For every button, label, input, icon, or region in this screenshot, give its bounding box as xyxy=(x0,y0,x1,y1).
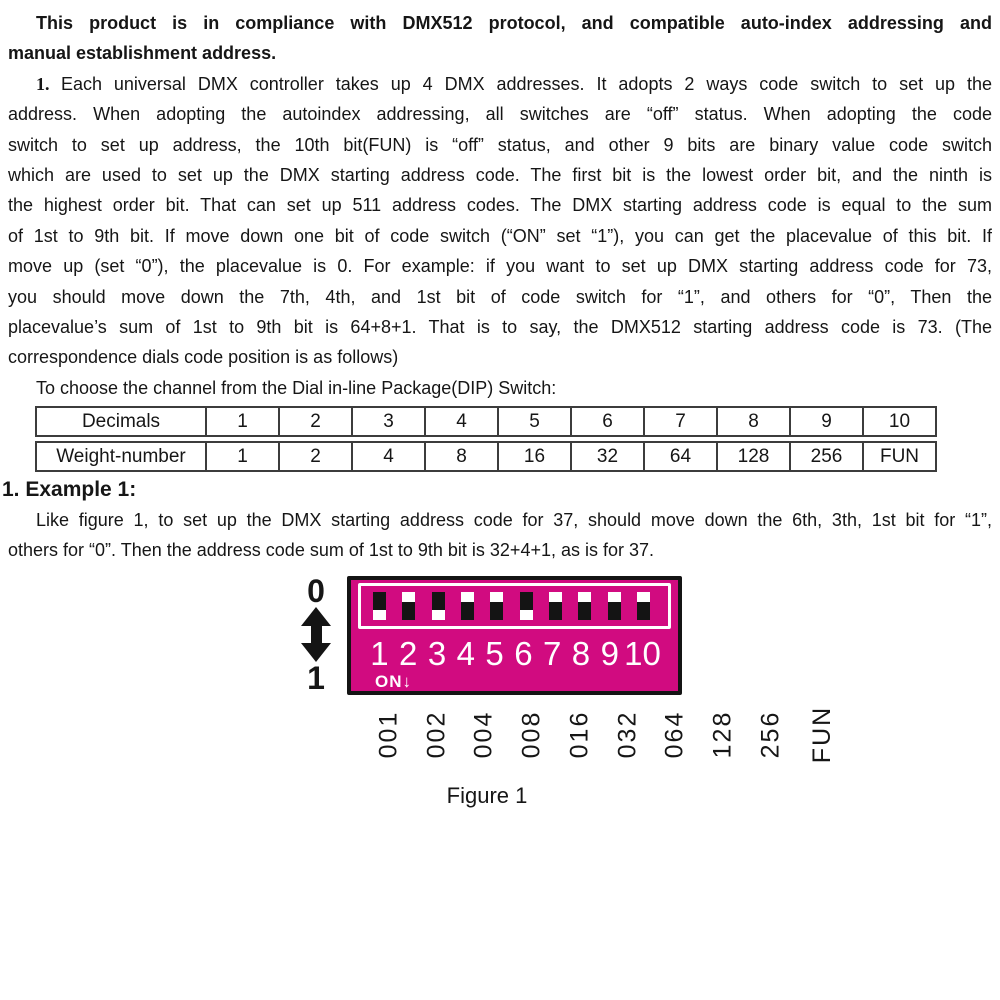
weight-label-cell xyxy=(651,699,699,771)
switch-number-label: 4 xyxy=(456,634,475,672)
switch-slot xyxy=(520,592,533,610)
serif-number-prefix: 1. xyxy=(36,73,61,94)
text-line: you should move down the 7th, 4th, and 1st bit of code switch for “1”, and others for “0”, Then the xyxy=(8,286,992,307)
switch-slot xyxy=(461,602,474,620)
dip-switch-8-up xyxy=(578,592,591,620)
dip-switch-10-up xyxy=(637,592,650,620)
value-cell: 128 xyxy=(716,443,789,470)
switch-number-label: 5 xyxy=(485,634,504,672)
value-cell: 4 xyxy=(424,408,497,435)
dip-switch-3-down xyxy=(432,592,445,620)
switch-knob xyxy=(490,592,503,602)
text-line: placevalue’s sum of 1st to 9th bit is 64+8+1. That is to say, the DMX512 starting address code is 73. (The xyxy=(8,316,992,337)
value-cell: 256 xyxy=(789,443,862,470)
weight-label-cell xyxy=(604,699,652,771)
weight-label-cell xyxy=(508,699,556,771)
weight-label-text: 002 xyxy=(422,711,451,759)
switch-knob xyxy=(578,592,591,602)
dip-switch-2-up xyxy=(402,592,415,620)
arrow-up-head xyxy=(301,607,331,626)
text-line: which are used to set up the DMX starting address code. The first bit is the lowest order bit, and the ninth is xyxy=(8,164,992,185)
value-cell: 1 xyxy=(205,443,278,470)
weight-label-cell xyxy=(413,699,461,771)
figure-caption: Figure 1 xyxy=(446,782,528,808)
value-cell: 2 xyxy=(278,443,351,470)
dip-intro-line xyxy=(8,373,992,403)
switch-number-label: 2 xyxy=(399,634,418,672)
position-zero-label: 0 xyxy=(307,572,325,609)
example-paragraph xyxy=(8,505,992,566)
dip-switch-7-up xyxy=(549,592,562,620)
switch-slot xyxy=(637,602,650,620)
example-heading: 1. Example 1: xyxy=(2,478,137,502)
text-line: This product is in compliance with DMX512 protocol, and compatible auto-index addressing and xyxy=(36,13,992,33)
switch-number-label: 10 xyxy=(624,634,661,672)
weight-label-text: 032 xyxy=(612,711,641,759)
weight-label-text: 001 xyxy=(374,711,403,759)
value-cell: 2 xyxy=(278,408,351,435)
switch-number-label: 6 xyxy=(514,634,533,672)
up-down-arrow-icon xyxy=(301,607,331,662)
switch-number-label: 1 xyxy=(370,634,389,672)
figure-main xyxy=(292,572,837,771)
on-direction-label: ON↓ xyxy=(375,671,412,691)
weight-label-cell xyxy=(747,699,795,771)
dip-switch-9-up xyxy=(608,592,621,620)
switch-slot xyxy=(578,602,591,620)
dip-switch-4-up xyxy=(461,592,474,620)
position-one-label: 1 xyxy=(307,659,325,696)
dip-switch-5-up xyxy=(490,592,503,620)
value-cell: 8 xyxy=(716,408,789,435)
table-row xyxy=(35,406,937,437)
position-legend xyxy=(292,572,340,696)
text-line: manual establishment address. xyxy=(8,43,277,64)
value-cell: 5 xyxy=(497,408,570,435)
switch-slot xyxy=(402,602,415,620)
value-cell: 10 xyxy=(862,408,935,435)
dip-switch-numbers-row xyxy=(365,634,678,672)
text-line: 1. Each universal DMX controller takes up 4 DMX addresses. It adopts 2 ways code switch to set up the xyxy=(36,73,992,94)
switch-knob xyxy=(461,592,474,602)
text-line: To choose the channel from the Dial in-line Package(DIP) Switch: xyxy=(36,377,557,398)
switch-number-label: 3 xyxy=(427,634,447,672)
switch-slot xyxy=(608,602,621,620)
value-cell: FUN xyxy=(862,443,935,470)
dip-switch-slot-frame xyxy=(358,583,671,629)
switch-slot xyxy=(432,592,445,610)
switch-knob xyxy=(637,592,650,602)
weight-label-text: 064 xyxy=(660,711,689,759)
arrow-shaft xyxy=(311,626,322,643)
switch-knob xyxy=(402,592,415,602)
body-paragraph xyxy=(8,69,992,373)
value-cell: 64 xyxy=(643,443,716,470)
weight-label-cell xyxy=(556,699,604,771)
text-line: others for “0”. Then the address code sum of 1st to 9th bit is 32+4+1, as is for 37. xyxy=(8,540,655,561)
weight-label-text: 016 xyxy=(565,711,594,759)
switch-slot xyxy=(490,602,503,620)
switch-knob xyxy=(608,592,621,602)
switch-number-label: 7 xyxy=(543,634,562,672)
weight-label-text: 008 xyxy=(517,711,546,759)
dip-switch-block xyxy=(347,576,837,771)
row-header-cell: Weight-number xyxy=(56,446,186,468)
weight-labels-row xyxy=(365,699,837,771)
value-cell: 8 xyxy=(424,443,497,470)
weight-label-text: 256 xyxy=(756,711,785,759)
value-cell: 9 xyxy=(789,408,862,435)
weight-table xyxy=(35,406,937,472)
weight-label-cell xyxy=(460,699,508,771)
dip-switch-figure xyxy=(292,572,837,809)
weight-label-text: 128 xyxy=(708,711,737,759)
text-line: of 1st to 9th bit. If move down one bit of code switch (“ON” set “1”), you can get the placevalue of this bit. If xyxy=(8,225,992,246)
switch-number-label: 8 xyxy=(571,634,591,672)
value-cell: 16 xyxy=(497,443,570,470)
arrow-down-head xyxy=(301,643,331,662)
switch-knob xyxy=(373,610,386,620)
dip-switch-body xyxy=(347,576,682,695)
switch-slot xyxy=(549,602,562,620)
weight-label-cell xyxy=(365,699,413,771)
row-header-cell: Decimals xyxy=(81,411,161,433)
text-line: switch to set up address, the 10th bit(FUN) is “off” status, and other 9 bits are binary value code switch xyxy=(8,134,992,155)
value-cell: 3 xyxy=(351,408,424,435)
text-line: the highest order bit. That can set up 511 address codes. The DMX starting address code is equal to the sum xyxy=(8,195,992,216)
switch-slot xyxy=(373,592,386,610)
weight-label-cell xyxy=(699,699,747,771)
table-row xyxy=(35,441,937,472)
text-line: move up (set “0”), the placevalue is 0. For example: if you want to set up DMX starting address code for 73, xyxy=(8,256,992,277)
weight-label-text: 004 xyxy=(469,711,498,759)
dip-switch-6-down xyxy=(520,592,533,620)
weight-label-cell xyxy=(794,699,851,771)
text-line: correspondence dials code position is as follows) xyxy=(8,347,399,368)
weight-label-text: FUN xyxy=(808,706,837,764)
value-cell: 7 xyxy=(643,408,716,435)
switch-knob xyxy=(520,610,533,620)
value-cell: 4 xyxy=(351,443,424,470)
switch-knob xyxy=(432,610,445,620)
text-line: Like figure 1, to set up the DMX starting address code for 37, should move down the 6th, 3th, 1st bit for “1”, xyxy=(36,510,992,531)
text-line: address. When adopting the autoindex addressing, all switches are “off” status. When adopting the code xyxy=(8,104,992,125)
intro-paragraph xyxy=(8,8,992,69)
switch-number-label: 9 xyxy=(600,634,619,672)
dip-switch-1-down xyxy=(373,592,386,620)
value-cell: 32 xyxy=(570,443,643,470)
value-cell: 1 xyxy=(205,408,278,435)
switch-knob xyxy=(549,592,562,602)
value-cell: 6 xyxy=(570,408,643,435)
